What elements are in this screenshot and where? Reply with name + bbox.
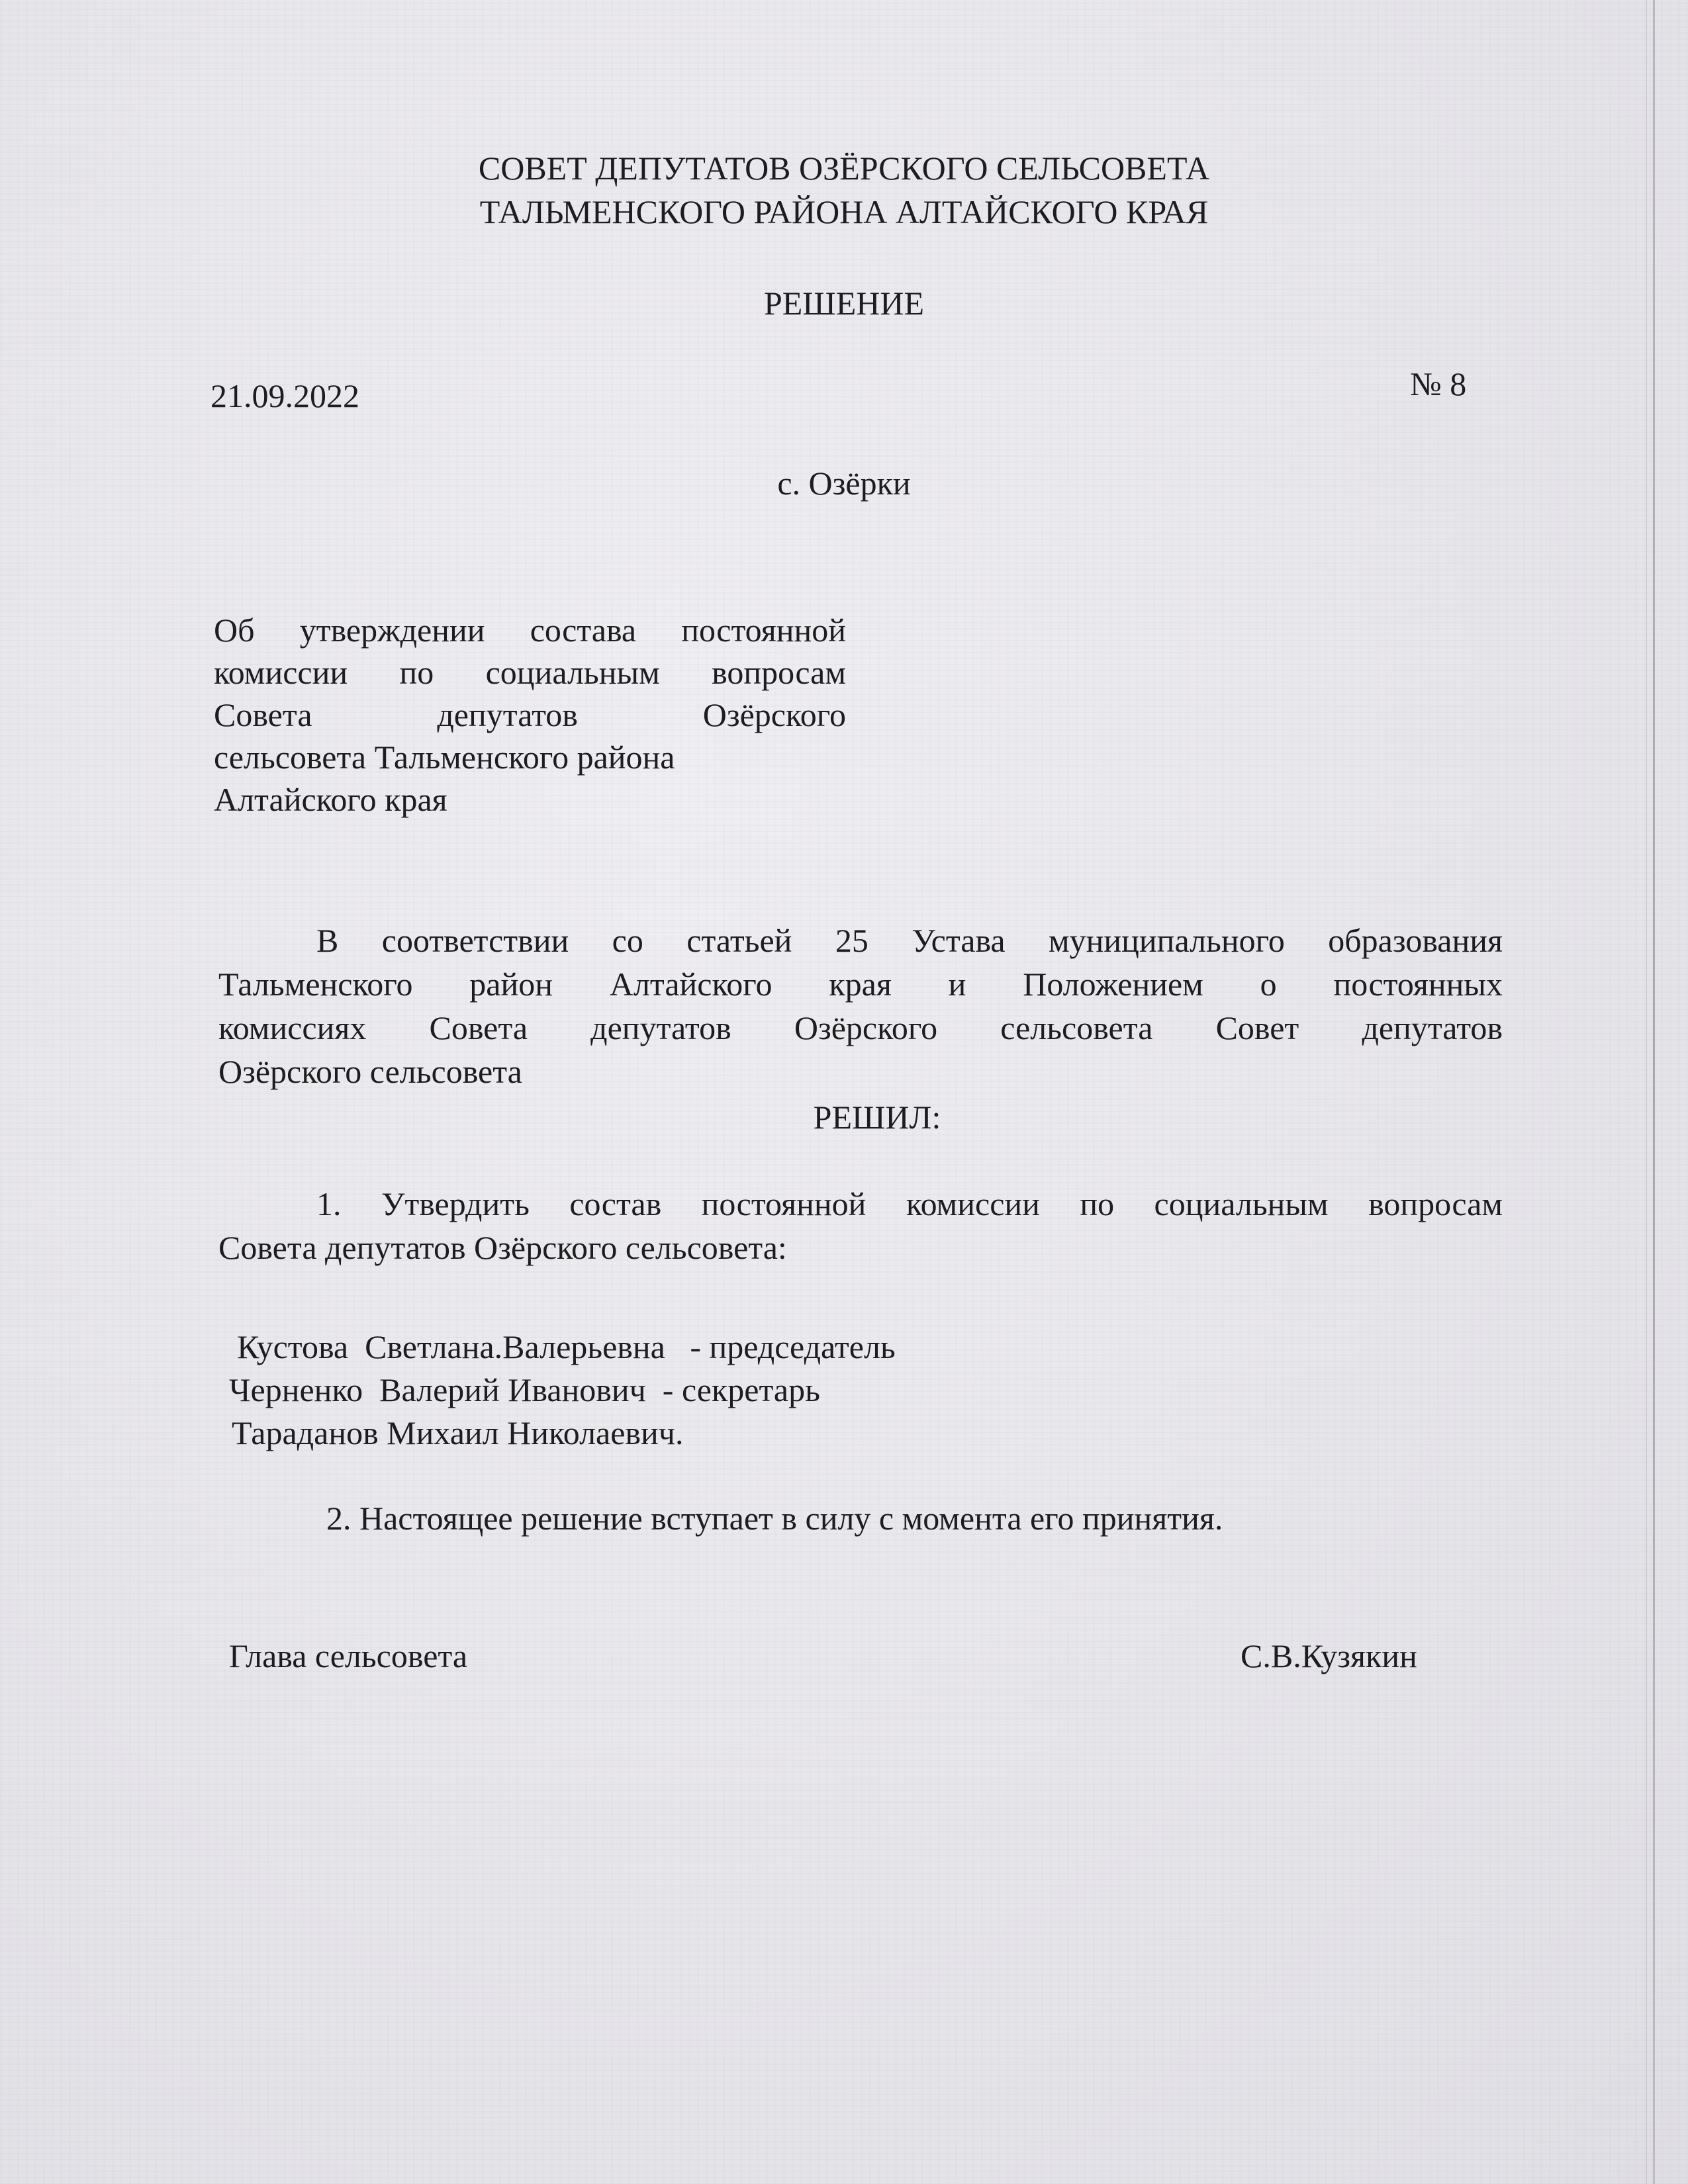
member-secretary: Черненко Валерий Иванович - секретарь bbox=[229, 1371, 820, 1408]
document-subject bbox=[214, 609, 846, 821]
item-1-paragraph bbox=[218, 1182, 1503, 1269]
subject-line: комиссии по социальным вопросам bbox=[214, 654, 846, 691]
org-name-line-1: СОВЕТ ДЕПУТАТОВ ОЗЁРСКОГО СЕЛЬСОВЕТА bbox=[478, 150, 1210, 187]
scan-edge-shadow bbox=[1646, 0, 1647, 2184]
decided-heading: РЕШИЛ: bbox=[813, 1099, 941, 1136]
preamble-line: В соответствии со статьей 25 Устава муниципального образования bbox=[316, 922, 1503, 959]
signature-position: Глава сельсовета bbox=[229, 1637, 468, 1674]
member-chairman: Кустова Светлана.Валерьевна - председатель bbox=[237, 1328, 896, 1365]
preamble-line: Тальменского район Алтайского края и Положением о постоянных bbox=[218, 966, 1503, 1003]
document-place: с. Озёрки bbox=[777, 465, 911, 502]
preamble-line: Озёрского сельсовета bbox=[218, 1053, 522, 1090]
item-2: 2. Настоящее решение вступает в силу с момента его принятия. bbox=[326, 1500, 1223, 1537]
document-date: 21.09.2022 bbox=[211, 377, 359, 414]
subject-line: Совета депутатов Озёрского bbox=[214, 696, 846, 733]
item-1-line: Совета депутатов Озёрского сельсовета: bbox=[218, 1229, 787, 1266]
preamble-paragraph bbox=[218, 919, 1503, 1093]
item-1-line: 1. Утвердить состав постоянной комиссии по социальным вопросам bbox=[316, 1185, 1503, 1222]
subject-line: Алтайского края bbox=[214, 781, 447, 818]
signature-name: С.В.Кузякин bbox=[1241, 1637, 1417, 1674]
subject-line: сельсовета Тальменского района bbox=[214, 739, 675, 776]
preamble-line: комиссиях Совета депутатов Озёрского сельсовета Совет депутатов bbox=[218, 1009, 1503, 1046]
scan-edge-line bbox=[1653, 0, 1655, 2184]
document-number: № 8 bbox=[1410, 365, 1467, 402]
member: Тараданов Михаил Николаевич. bbox=[232, 1414, 684, 1451]
org-name-line-2: ТАЛЬМЕНСКОГО РАЙОНА АЛТАЙСКОГО КРАЯ bbox=[479, 193, 1209, 230]
subject-line: Об утверждении состава постоянной bbox=[214, 612, 846, 649]
document-type: РЕШЕНИЕ bbox=[763, 285, 925, 322]
